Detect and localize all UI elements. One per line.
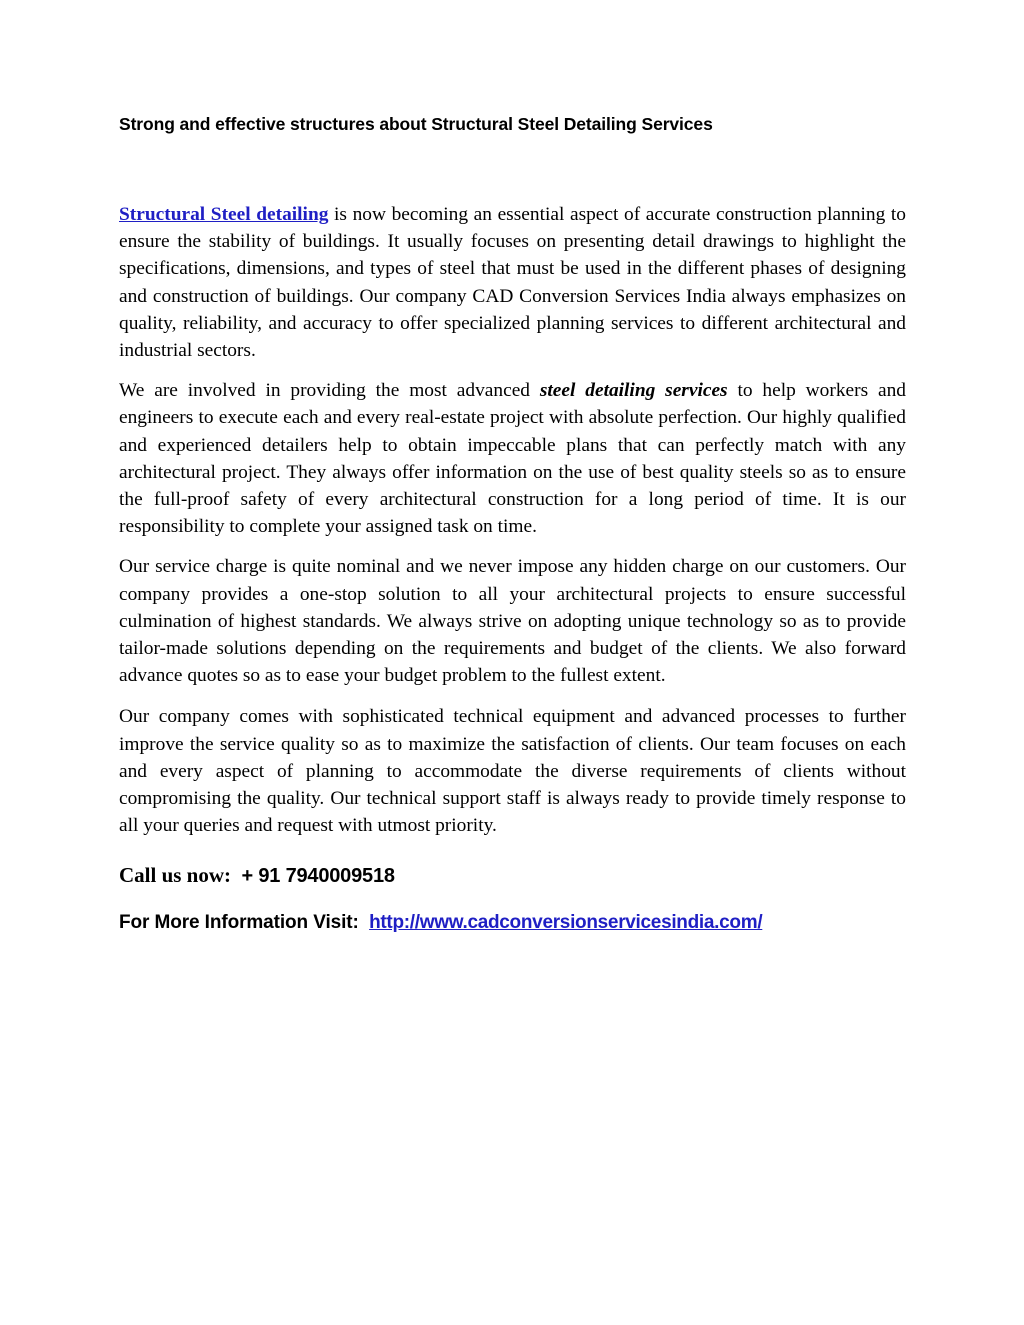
paragraph-1-text: is now becoming an essential aspect of accurate construction planning to ensure the stability of buildings. It usually focuses on presenting detail drawings to highlight the specifications, dimensions, and types of steel that must be used in the different phases of designing and construction of buildings. Our company CAD Conversion Services India always emphasizes on quality, reliability, and accuracy to offer specialized planning services to different architectural and industrial sectors. [119,204,906,362]
paragraph-1 [119,201,906,364]
visit-label: For More Information Visit: [119,912,370,934]
structural-steel-detailing-link[interactable]: Structural Steel detailing [119,204,329,225]
phone-number: + 91 7940009518 [241,865,395,888]
paragraph-2-text-after: to help workers and engineers to execute each and every real-estate project with absolute perfection. Our highly qualified and experienced detailers help to obtain impeccable plans that can perfectly match with any architectural project. They always offer information on the use of best quality steels so as to ensure the full-proof safety of every architectural construction for a long period of time. It is our responsibility to complete your assigned task on time. [119,380,906,538]
steel-detailing-services-emphasis: steel detailing services [539,380,728,402]
paragraph-2 [119,377,906,540]
paragraph-3: Our service charge is quite nominal and we never impose any hidden charge on our customers. Our company provides a one-stop solution to all your architectural projects to ensure successful culmination of highest standards. We always strive on adopting unique technology so as to provide tailor-made solutions depending on the requirements and budget of the clients. We also forward advance quotes so as to ease your budget problem to the fullest extent. [119,556,906,687]
document-content [119,112,906,936]
paragraph-2-text-before: We are involved in providing the most advanced [119,380,540,402]
website-url-link[interactable]: http://www.cadconversionservicesindia.com/ [369,912,763,934]
call-us-label: Call us now: [119,863,242,888]
page-title: Strong and effective structures about Structural Steel Detailing Services [119,114,713,134]
visit-website-line [119,909,906,936]
paragraph-4: Our company comes with sophisticated technical equipment and advanced processes to further improve the service quality so as to maximize the satisfaction of clients. Our team focuses on each and every aspect of planning to accommodate the diverse requirements of clients without compromising the quality. Our technical support staff is always ready to provide timely response to all your queries and request with utmost priority. [119,706,906,837]
call-us-line [119,861,906,890]
